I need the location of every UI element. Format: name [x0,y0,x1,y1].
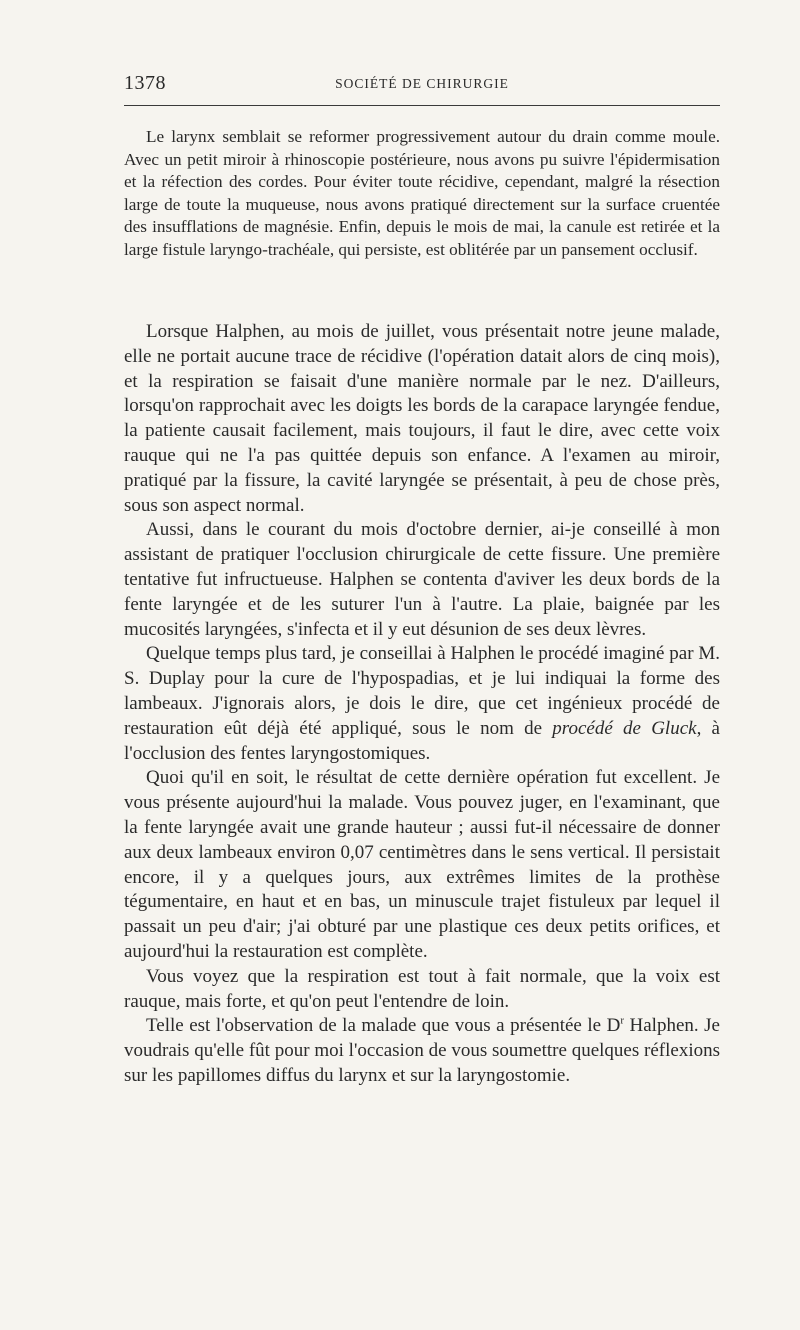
paragraph-4 [124,642,720,766]
doctor-abbrev-superscript: r [620,1014,624,1027]
small-print-block [124,126,720,262]
paragraph-7-text-before: Telle est l'observation de la malade que vous a présentée le D [146,1015,621,1037]
page-number: 1378 [124,72,166,94]
paragraph-4-text-before: Quelque temps plus tard, je conseillai à Halphen le procédé imaginé par M. S. Duplay pour la cure de l'hypospadias, et je lui indiquai la forme des lambeaux. J'ignorais alors, je dois le dire, que cet ingénieux procédé de restauration eût déjà été appliqué, sous le nom de [124,643,720,739]
paragraph-3: Aussi, dans le courant du mois d'octobre dernier, ai-je conseillé à mon assistant de pratiquer l'occlusion chirurgicale de cette fissure. Une première tentative fut infructueuse. Halphen se contenta d'aviver les deux bords de la fente laryngée et de les suturer l'un à l'autre. La plaie, baignée par les mucosités laryngées, s'infecta et il y eut désunion de ses deux lèvres. [124,519,720,640]
header-rule [124,105,720,106]
paragraph-6: Vous voyez que la respiration est tout à fait normale, que la voix est rauque, mais forte, et qu'on peut l'entendre de loin. [124,965,720,1012]
running-title: SOCIÉTÉ DE CHIRURGIE [335,76,509,91]
main-text-block [124,320,720,1089]
paragraph-1: Le larynx semblait se reformer progressivement autour du drain comme moule. Avec un petit miroir à rhinoscopie postérieure, nous avons pu suivre l'épidermisation et la réfection des cordes. Pour éviter toute récidive, cependant, malgré la résection large de toute la muqueuse, nous avons pratiqué directement sur la surface cruentée des insufflations de magnésie. Enfin, depuis le mois de mai, la canule est retirée et la large fistule laryngo-trachéale, qui persiste, est oblitérée par un pansement occlusif. [124,127,720,259]
paragraph-4-text-after: , à l'occlusion des fentes laryngostomiques. [124,717,720,764]
paragraph-7-text-after: Halphen. Je voudrais qu'elle fût pour moi l'occasion de vous soumettre quelques réflexions sur les papillomes diffus du larynx et sur la laryngostomie. [124,1015,720,1086]
paragraph-5: Quoi qu'il en soit, le résultat de cette dernière opération fut excellent. Je vous présente aujourd'hui la malade. Vous pouvez juger, en l'examinant, que la fente laryngée avait une grande hauteur ; aussi fut-il nécessaire de donner aux deux lambeaux environ 0,07 centimètres dans le sens vertical. Il persistait encore, il y a quelques jours, aux extrêmes limites de la prothèse tégumentaire, en haut et en bas, un minuscule trajet fistuleux par lequel il passait un peu d'air; j'ai obturé par une plastique ces deux petits orifices, et aujourd'hui la restauration est complète. [124,767,720,962]
paragraph-2: Lorsque Halphen, au mois de juillet, vous présentait notre jeune malade, elle ne portait aucune trace de récidive (l'opération datait alors de cinq mois), et la respiration se faisait d'une manière normale par le nez. D'ailleurs, lorsqu'on rapprochait avec les doigts les bords de la carapace laryngée fendue, la patiente causait facilement, mais toujours, il faut le dire, avec cette voix rauque qui ne l'a pas quittée depuis son enfance. A l'examen au miroir, pratiqué par la fissure, la cavité laryngée se présentait, à peu de chose près, sous son aspect normal. [124,321,720,516]
page-header [124,72,720,98]
paragraph-7 [124,1014,720,1088]
procedure-name: procédé de Gluck [552,717,697,739]
